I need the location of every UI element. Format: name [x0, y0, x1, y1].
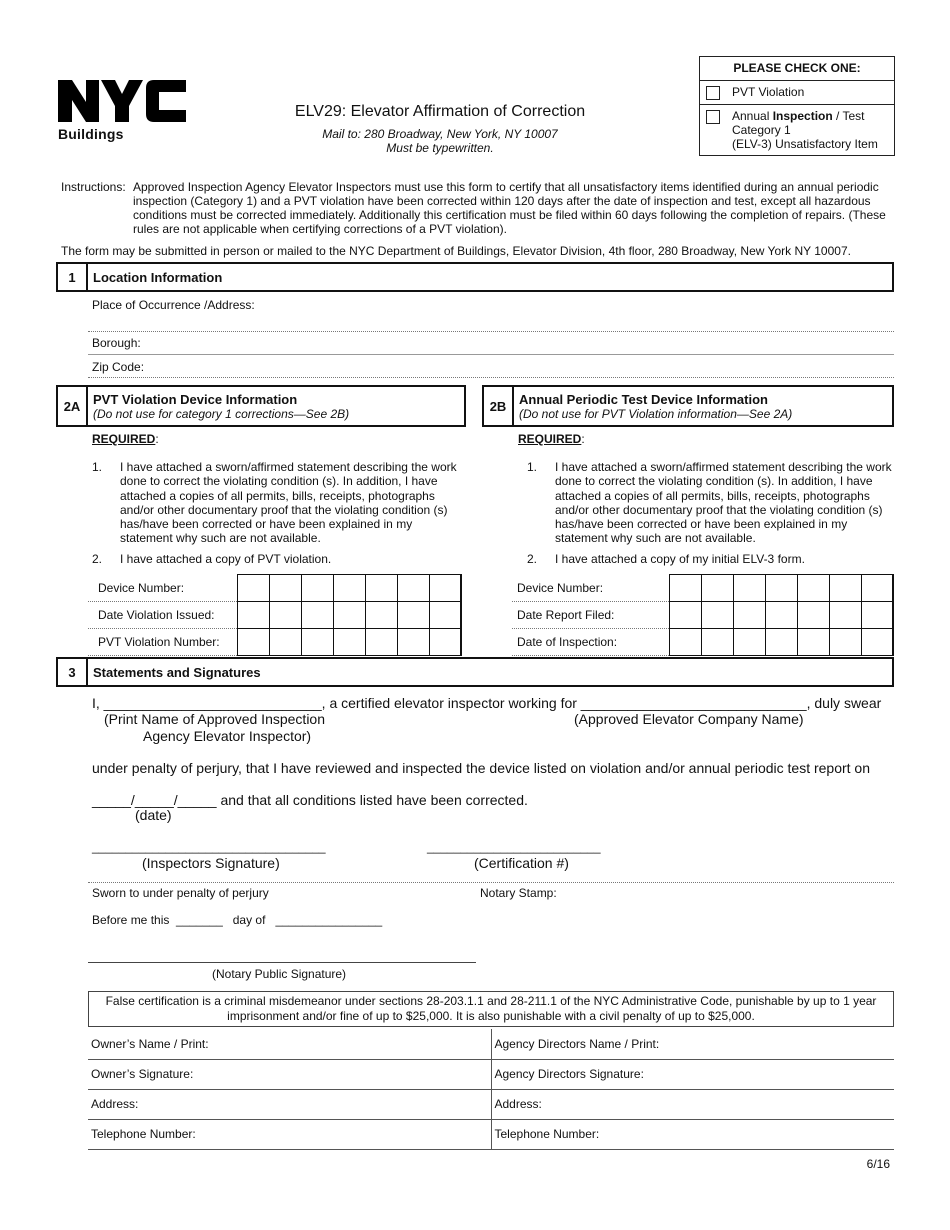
- pvt-number-box[interactable]: [429, 629, 461, 656]
- pvt-number-box[interactable]: [333, 629, 365, 656]
- list-item: [527, 552, 899, 566]
- section-2a-number: 2A: [58, 387, 88, 425]
- list-item-text: I have attached a sworn/affirmed statement describing the work done to correct the violating condition (s). In addition, I have attached a copies of all permits, bills, receipts, photographs and/or other documentary proof that the violating condition (s) has/have been corrected or have been explained in my statement why such are not available.: [120, 460, 457, 546]
- table-row: [88, 629, 461, 656]
- address-label: Place of Occurrence /Address:: [92, 298, 255, 312]
- option-annual-inspection[interactable]: [700, 104, 894, 155]
- section-2a-required-label: REQUIRED: [92, 432, 156, 446]
- section-2b-required-label: REQUIRED: [518, 432, 582, 446]
- list-item-text: I have attached a copy of PVT violation.: [120, 551, 332, 566]
- check-one-panel: [699, 56, 895, 156]
- device-number-box[interactable]: [429, 575, 461, 602]
- annual-inspection-label-line3: (ELV-3) Unsatisfactory Item: [732, 137, 878, 151]
- device-number-label: Device Number:: [512, 575, 669, 602]
- device-number-box[interactable]: [829, 575, 861, 602]
- section-2b-number: 2B: [484, 387, 514, 425]
- device-number-box[interactable]: [669, 575, 701, 602]
- owner-name-field[interactable]: Owner’s Name / Print:: [88, 1029, 491, 1059]
- address-field[interactable]: [88, 312, 894, 332]
- annual-inspection-label-bold: Inspection: [772, 109, 833, 123]
- section-2b-header: [482, 385, 894, 427]
- instructions-label: Instructions:: [61, 180, 126, 194]
- table-row: [88, 575, 461, 602]
- device-number-box[interactable]: [765, 575, 797, 602]
- notary-signature-caption: (Notary Public Signature): [212, 967, 347, 981]
- form-subtitle: [200, 127, 680, 155]
- date-violation-issued-label: Date Violation Issued:: [88, 602, 237, 629]
- before-me-line[interactable]: Before me this _______ day of ________________: [92, 913, 383, 927]
- section-2b-device-grid: [512, 574, 894, 656]
- date-report-box[interactable]: [701, 602, 733, 629]
- mail-to-text: Mail to: 280 Broadway, New York, NY 10007: [322, 127, 558, 141]
- borough-field[interactable]: [88, 334, 894, 355]
- list-item-text: I have attached a copy of my initial ELV-3 form.: [555, 551, 805, 566]
- notary-signature-line[interactable]: [88, 962, 476, 963]
- check-one-heading: PLEASE CHECK ONE:: [700, 57, 894, 81]
- table-row: [88, 1089, 894, 1119]
- date-violation-box[interactable]: [237, 602, 269, 629]
- section-1-header: [56, 262, 894, 292]
- list-item: [92, 460, 462, 546]
- agency-director-signature-field[interactable]: Agency Directors Signature:: [491, 1059, 894, 1089]
- device-number-box[interactable]: [861, 575, 893, 602]
- pvt-number-box[interactable]: [365, 629, 397, 656]
- list-item: [92, 552, 462, 566]
- form-revision: 6/16: [866, 1157, 890, 1171]
- typewritten-note: Must be typewritten.: [386, 141, 494, 155]
- date-report-box[interactable]: [733, 602, 765, 629]
- date-report-box[interactable]: [765, 602, 797, 629]
- date-report-box[interactable]: [829, 602, 861, 629]
- list-item: [527, 460, 899, 546]
- section-2a-subtitle: (Do not use for category 1 corrections—See 2B): [93, 406, 350, 421]
- inspection-date-line[interactable]: _____/_____/_____ and that all conditions listed have been corrected.: [92, 792, 528, 808]
- list-item-number: 1.: [92, 460, 103, 474]
- perjury-statement: under penalty of perjury, that I have reviewed and inspected the device listed on violation and/or annual periodic test report on: [92, 760, 871, 776]
- pvt-number-box[interactable]: [397, 629, 429, 656]
- section-2b-title: Annual Periodic Test Device Information: [519, 391, 768, 407]
- signature-table: [88, 1029, 894, 1150]
- list-item-text: I have attached a sworn/affirmed statement describing the work done to correct the violating condition (s). In addition, I have attached a copies of all permits, bills, receipts, photographs and/or other documentary proof that the violating condition (s) has/have been corrected or have been explained in my statement why such are not available.: [555, 460, 892, 546]
- table-row: [88, 1059, 894, 1089]
- agency-telephone-field[interactable]: Telephone Number:: [491, 1119, 894, 1149]
- section-2a-device-grid: [88, 574, 462, 656]
- zip-field[interactable]: [88, 358, 894, 378]
- owner-signature-field[interactable]: Owner’s Signature:: [88, 1059, 491, 1089]
- sworn-text: Sworn to under penalty of perjury: [92, 886, 269, 900]
- caption-company-name: (Approved Elevator Company Name): [574, 711, 804, 727]
- certification-number-caption: (Certification #): [474, 855, 569, 871]
- date-report-box[interactable]: [797, 602, 829, 629]
- section-3-number: 3: [58, 659, 88, 685]
- section-2a-required: [92, 432, 159, 446]
- date-report-filed-label: Date Report Filed:: [512, 602, 669, 629]
- date-violation-box[interactable]: [397, 602, 429, 629]
- date-inspection-box[interactable]: [669, 629, 701, 656]
- false-certification-notice: False certification is a criminal misdemeanor under sections 28-203.1.1 and 28-211.1 of the NYC Administrative Code, punishable by up to 1 year imprisonment and/or fine of up to $25,000. It is also punishable with a civil penalty of up to $25,000.: [88, 991, 894, 1027]
- device-number-box[interactable]: [301, 575, 333, 602]
- date-violation-box[interactable]: [429, 602, 461, 629]
- section-2a-header: [56, 385, 466, 427]
- date-violation-box[interactable]: [365, 602, 397, 629]
- date-inspection-box[interactable]: [765, 629, 797, 656]
- device-number-box[interactable]: [365, 575, 397, 602]
- device-number-box[interactable]: [269, 575, 301, 602]
- caption-inspector-name-1: (Print Name of Approved Inspection: [104, 711, 326, 727]
- date-report-box[interactable]: [861, 602, 893, 629]
- annual-inspection-label-pre: Annual: [732, 109, 773, 123]
- list-item-number: 1.: [527, 460, 538, 474]
- section-3-header: [56, 657, 894, 687]
- agency-address-field[interactable]: Address:: [491, 1089, 894, 1119]
- table-row: [88, 1119, 894, 1149]
- table-row: [512, 629, 893, 656]
- date-violation-box[interactable]: [269, 602, 301, 629]
- device-number-box[interactable]: [701, 575, 733, 602]
- device-number-box[interactable]: [797, 575, 829, 602]
- pvt-number-box[interactable]: [237, 629, 269, 656]
- nyc-logo: [58, 76, 194, 126]
- date-report-box[interactable]: [669, 602, 701, 629]
- table-row: [512, 575, 893, 602]
- date-inspection-box[interactable]: [797, 629, 829, 656]
- notary-stamp-label: Notary Stamp:: [480, 886, 557, 900]
- caption-inspector-name-2: Agency Elevator Inspector): [143, 728, 312, 744]
- instructions: [61, 180, 901, 236]
- device-number-box[interactable]: [733, 575, 765, 602]
- section-2b-required-colon: :: [581, 432, 585, 446]
- date-inspection-box[interactable]: [733, 629, 765, 656]
- section-2b-subtitle: (Do not use for PVT Violation information—See 2A): [519, 406, 793, 421]
- list-item-number: 2.: [92, 551, 103, 566]
- date-inspection-box[interactable]: [861, 629, 893, 656]
- date-inspection-box[interactable]: [829, 629, 861, 656]
- section-2b-required: [518, 432, 585, 446]
- section-2b-list: [527, 460, 899, 572]
- section-2a-list: [92, 460, 462, 572]
- annual-inspection-label: [732, 109, 878, 151]
- pvt-violation-number-label: PVT Violation Number:: [88, 629, 237, 656]
- device-number-label: Device Number:: [88, 575, 237, 602]
- section-1-title: Location Information: [93, 269, 223, 285]
- annual-inspection-label-post: / Test: [832, 109, 865, 123]
- owner-address-field[interactable]: Address:: [88, 1089, 491, 1119]
- inspector-signature-line[interactable]: ___________________________________: [92, 840, 326, 854]
- device-number-box[interactable]: [237, 575, 269, 602]
- oath-line[interactable]: I, ____________________________, a certified elevator inspector working for _____________________________, duly swear: [92, 695, 882, 711]
- date-violation-box[interactable]: [301, 602, 333, 629]
- pvt-number-box[interactable]: [269, 629, 301, 656]
- zip-label: Zip Code:: [92, 360, 145, 374]
- agency-director-name-field[interactable]: Agency Directors Name / Print:: [491, 1029, 894, 1059]
- pvt-number-box[interactable]: [301, 629, 333, 656]
- date-inspection-box[interactable]: [701, 629, 733, 656]
- borough-label: Borough:: [92, 336, 141, 350]
- section-1-number: 1: [58, 264, 88, 290]
- certification-number-line[interactable]: __________________________: [427, 840, 601, 854]
- date-violation-box[interactable]: [333, 602, 365, 629]
- table-row: [512, 602, 893, 629]
- annual-inspection-label-line2: Category 1: [732, 123, 791, 137]
- list-item-number: 2.: [527, 551, 538, 566]
- date-caption: (date): [135, 807, 172, 823]
- section-2a-required-colon: :: [155, 432, 159, 446]
- inspector-signature-caption: (Inspectors Signature): [142, 855, 280, 871]
- table-row: [88, 1029, 894, 1059]
- device-number-box[interactable]: [397, 575, 429, 602]
- instructions-text: Approved Inspection Agency Elevator Inspectors must use this form to certify that all unsatisfactory items identified during an annual periodic inspection (Category 1) and a PVT violation have been corrected within 120 days after the date of inspection and test, except all hazardous conditions must be corrected immediately. Additionally this certification must be filed within 60 days following the completion of repairs. (These rules are not applicable when certifying corrections of a PVT violation).: [133, 180, 886, 236]
- section-2a-title: PVT Violation Device Information: [93, 391, 298, 407]
- date-of-inspection-label: Date of Inspection:: [512, 629, 669, 656]
- table-row: [88, 602, 461, 629]
- owner-telephone-field[interactable]: Telephone Number:: [88, 1119, 491, 1149]
- notary-divider: [88, 882, 894, 883]
- annual-inspection-checkbox[interactable]: [706, 110, 720, 124]
- device-number-box[interactable]: [333, 575, 365, 602]
- section-3-title: Statements and Signatures: [93, 664, 261, 680]
- pvt-violation-label: PVT Violation: [732, 85, 805, 99]
- submission-note: The form may be submitted in person or mailed to the NYC Department of Buildings, Elevator Division, 4th floor, 280 Broadway, New York NY 10007.: [61, 244, 851, 258]
- option-pvt-violation[interactable]: [700, 81, 894, 104]
- pvt-violation-checkbox[interactable]: [706, 86, 720, 100]
- form-title: ELV29: Elevator Affirmation of Correction: [294, 103, 586, 120]
- logo-subtitle: Buildings: [58, 126, 124, 142]
